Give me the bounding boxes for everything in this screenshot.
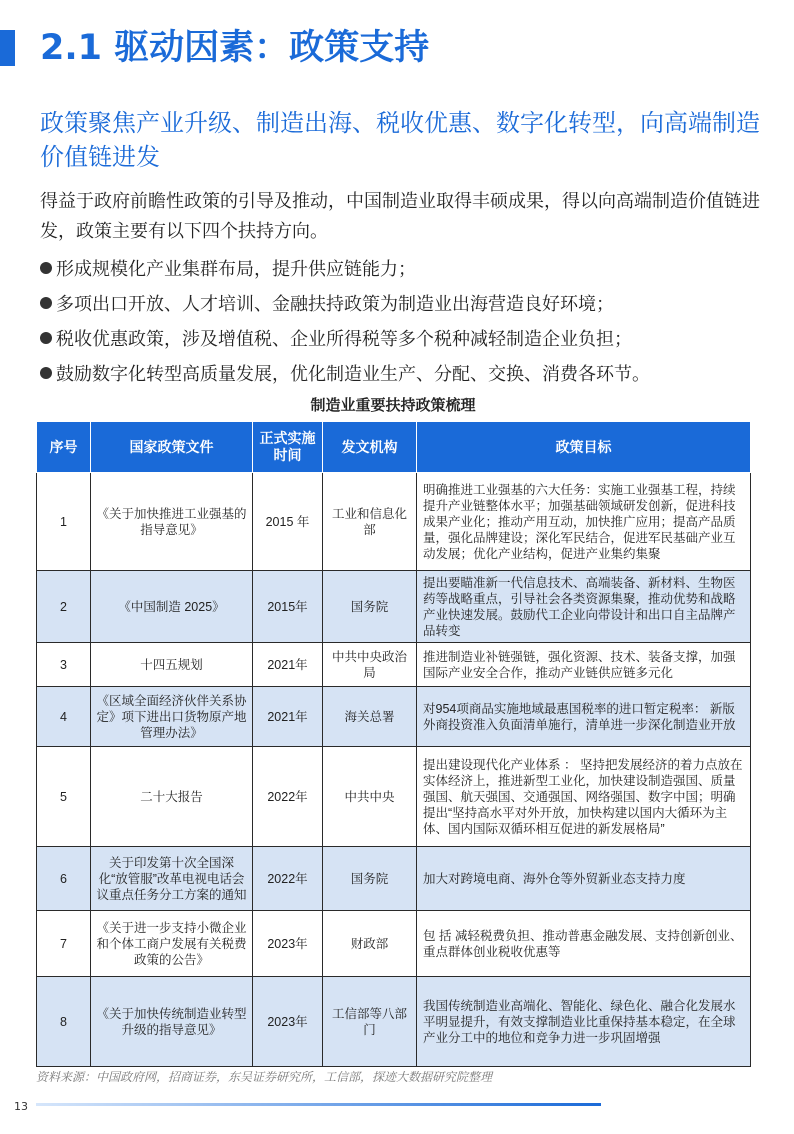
table-row: [37, 687, 751, 747]
bullet-item: 多项出口开放、人才培训、金融扶持政策为制造业出海营造良好环境；: [40, 287, 785, 322]
cell-goal: 推进制造业补链强链，强化资源、技术、装备支撑，加强国际产业安全合作，推动产业链供应链多元化: [417, 643, 751, 687]
cell-doc: 关于印发第十次全国深化“放管服”改革电视电话会议重点任务分工方案的通知: [91, 847, 253, 911]
cell-goal: 提出建设现代化产业体系 ： 坚持把发展经济的着力点放在实体经济上，推进新型工业化，加快建设制造强国、质量强国、航天强国、交通强国、网络强国、数字中国；明确提出“坚持高水平对外开放，加快构建以国内大循环为主体、国内国际双循环相互促进的新发展格局”: [417, 747, 751, 847]
cell-date: 2022年: [253, 847, 323, 911]
bullet-dot-icon: [40, 297, 52, 309]
table-row: [37, 643, 751, 687]
cell-no: 3: [37, 643, 91, 687]
bullet-dot-icon: [40, 332, 52, 344]
cell-org: 国务院: [323, 571, 417, 643]
table-row: [37, 847, 751, 911]
page-title: 2.1 驱动因素：政策支持: [40, 28, 430, 68]
bullet-dot-icon: [40, 262, 52, 274]
cell-org: 财政部: [323, 911, 417, 977]
cell-date: 2015年: [253, 571, 323, 643]
bullet-dot-icon: [40, 367, 52, 379]
table-row: [37, 977, 751, 1067]
cell-no: 8: [37, 977, 91, 1067]
header-issuer: 发文机构: [323, 422, 417, 473]
cell-goal: 包 括 减轻税费负担、推动普惠金融发展、支持创新创业、重点群体创业税收优惠等: [417, 911, 751, 977]
bullet-list: [40, 252, 785, 392]
cell-goal: 明确推进工业强基的六大任务：实施工业强基工程，持续提升产业链整体水平；加强基础领域研发创新，促进科技成果产业化；推动产用互动，加快推广应用；提高产品质量，强化品牌建设；深化军民结合，促进军民基础产业互动发展；优化产业结构，促进产业集约集聚: [417, 473, 751, 571]
bullet-item: 鼓励数字化转型高质量发展，优化制造业生产、分配、交换、消费各环节。: [40, 357, 785, 392]
cell-doc: 《中国制造 2025》: [91, 571, 253, 643]
cell-goal: 对954项商品实施地域最惠国税率的进口暂定税率： 新版外商投资准入负面清单施行，清单进一步深化制造业开放: [417, 687, 751, 747]
intro-paragraph: 得益于政府前瞻性政策的引导及推动，中国制造业取得丰硕成果，得以向高端制造价值链进发，政策主要有以下四个扶持方向。: [40, 191, 760, 242]
table-row: [37, 911, 751, 977]
cell-org: 工信部等八部门: [323, 977, 417, 1067]
cell-doc: 《关于加快传统制造业转型升级的指导意见》: [91, 977, 253, 1067]
header-no: 序号: [37, 422, 91, 473]
cell-org: 中共中央: [323, 747, 417, 847]
cell-org: 国务院: [323, 847, 417, 911]
cell-date: 2021年: [253, 643, 323, 687]
cell-date: 2021年: [253, 687, 323, 747]
cell-date: 2015 年: [253, 473, 323, 571]
title-accent-bar: [0, 30, 15, 66]
header-effective-date: 正式实施时间: [253, 422, 323, 473]
table-header-row: [37, 422, 751, 473]
cell-doc: 二十大报告: [91, 747, 253, 847]
cell-doc: 《区域全面经济伙伴关系协定》项下进出口货物原产地管理办法》: [91, 687, 253, 747]
section-subtitle: 政策聚焦产业升级、制造出海、税收优惠、数字化转型，向高端制造价值链进发: [40, 109, 760, 171]
cell-org: 工业和信息化部: [323, 473, 417, 571]
table-row: [37, 571, 751, 643]
source-note: 资料来源：中国政府网，招商证券，东吴证券研究所，工信部，探迹大数据研究院整理: [36, 1070, 493, 1084]
cell-date: 2022年: [253, 747, 323, 847]
cell-no: 7: [37, 911, 91, 977]
page-number: 13: [14, 1100, 28, 1113]
cell-no: 6: [37, 847, 91, 911]
footer-line: [36, 1103, 601, 1106]
bullet-item: 形成规模化产业集群布局，提升供应链能力；: [40, 252, 785, 287]
header-policy-goal: 政策目标: [417, 422, 751, 473]
cell-doc: 《关于加快推进工业强基的指导意见》: [91, 473, 253, 571]
table-caption: 制造业重要扶持政策梳理: [310, 396, 476, 414]
cell-doc: 《关于进一步支持小微企业和个体工商户发展有关税费政策的公告》: [91, 911, 253, 977]
cell-no: 1: [37, 473, 91, 571]
bullet-item: 税收优惠政策，涉及增值税、企业所得税等多个税种减轻制造企业负担；: [40, 322, 785, 357]
cell-goal: 提出要瞄准新一代信息技术、高端装备、新材料、生物医药等战略重点，引导社会各类资源集聚，推动优势和战略产业快速发展。鼓励代工企业向带设计和出口自主品牌产品转变: [417, 571, 751, 643]
cell-doc: 十四五规划: [91, 643, 253, 687]
cell-no: 2: [37, 571, 91, 643]
policy-table: [36, 421, 751, 1067]
cell-date: 2023年: [253, 977, 323, 1067]
cell-no: 4: [37, 687, 91, 747]
header-policy-doc: 国家政策文件: [91, 422, 253, 473]
table-row: [37, 747, 751, 847]
cell-date: 2023年: [253, 911, 323, 977]
table-row: [37, 473, 751, 571]
cell-org: 中共中央政治局: [323, 643, 417, 687]
cell-org: 海关总署: [323, 687, 417, 747]
cell-no: 5: [37, 747, 91, 847]
cell-goal: 加大对跨境电商、海外仓等外贸新业态支持力度: [417, 847, 751, 911]
cell-goal: 我国传统制造业高端化、智能化、绿色化、融合化发展水平明显提升，有效支撑制造业比重保持基本稳定，在全球产业分工中的地位和竞争力进一步巩固增强: [417, 977, 751, 1067]
